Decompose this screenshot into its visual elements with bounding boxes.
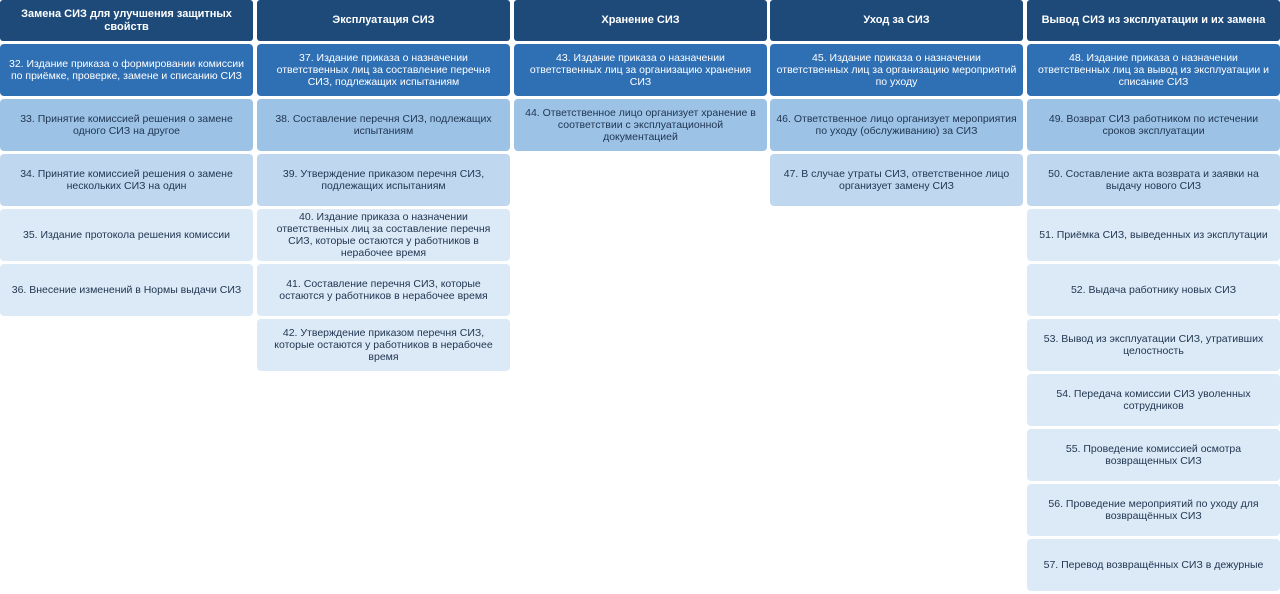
step-card: 38. Составление перечня СИЗ, подлежащих испытаниям — [257, 99, 510, 151]
step-card: 39. Утверждение приказом перечня СИЗ, подлежащих испытаниям — [257, 154, 510, 206]
step-card: 35. Издание протокола решения комиссии — [0, 209, 253, 261]
step-card: 46. Ответственное лицо организует мероприятия по уходу (обслуживанию) за СИЗ — [770, 99, 1023, 151]
column-storage — [514, 0, 767, 154]
step-card: 45. Издание приказа о назначении ответственных лиц за организацию мероприятий по уходу — [770, 44, 1023, 96]
step-card: 44. Ответственное лицо организует хранение в соответствии с эксплуатационной документацией — [514, 99, 767, 151]
column-header: Вывод СИЗ из эксплуатации и их замена — [1027, 0, 1280, 41]
step-card: 34. Принятие комиссией решения о замене нескольких СИЗ на один — [0, 154, 253, 206]
step-card: 52. Выдача работнику новых СИЗ — [1027, 264, 1280, 316]
step-card: 37. Издание приказа о назначении ответственных лиц за составление перечня СИЗ, подлежащих испытаниям — [257, 44, 510, 96]
column-header: Замена СИЗ для улучшения защитных свойств — [0, 0, 253, 41]
step-card: 56. Проведение мероприятий по уходу для возвращённых СИЗ — [1027, 484, 1280, 536]
step-card: 49. Возврат СИЗ работником по истечении сроков эксплуатации — [1027, 99, 1280, 151]
step-card: 33. Принятие комиссией решения о замене одного СИЗ на другое — [0, 99, 253, 151]
step-card: 53. Вывод из эксплуатации СИЗ, утративших целостность — [1027, 319, 1280, 371]
step-card: 48. Издание приказа о назначении ответственных лиц за вывод из эксплуатации и списание СИЗ — [1027, 44, 1280, 96]
column-decommission — [1027, 0, 1280, 594]
step-card: 36. Внесение изменений в Нормы выдачи СИЗ — [0, 264, 253, 316]
step-card: 55. Проведение комиссией осмотра возвращенных СИЗ — [1027, 429, 1280, 481]
step-card: 41. Составление перечня СИЗ, которые остаются у работников в нерабочее время — [257, 264, 510, 316]
step-card: 54. Передача комиссии СИЗ уволенных сотрудников — [1027, 374, 1280, 426]
step-card: 40. Издание приказа о назначении ответственных лиц за составление перечня СИЗ, которые остаются у работников в нерабочее время — [257, 209, 510, 261]
step-card: 42. Утверждение приказом перечня СИЗ, которые остаются у работников в нерабочее время — [257, 319, 510, 371]
column-operation — [257, 0, 510, 374]
column-header: Эксплуатация СИЗ — [257, 0, 510, 41]
column-header: Уход за СИЗ — [770, 0, 1023, 41]
step-card: 57. Перевод возвращённых СИЗ в дежурные — [1027, 539, 1280, 591]
column-header: Хранение СИЗ — [514, 0, 767, 41]
column-care — [770, 0, 1023, 209]
step-card: 47. В случае утраты СИЗ, ответственное лицо организует замену СИЗ — [770, 154, 1023, 206]
column-replacement — [0, 0, 253, 319]
step-card: 32. Издание приказа о формировании комиссии по приёмке, проверке, замене и списанию СИЗ — [0, 44, 253, 96]
step-card: 50. Составление акта возврата и заявки на выдачу нового СИЗ — [1027, 154, 1280, 206]
step-card: 43. Издание приказа о назначении ответственных лиц за организацию хранения СИЗ — [514, 44, 767, 96]
step-card: 51. Приёмка СИЗ, выведенных из эксплутации — [1027, 209, 1280, 261]
